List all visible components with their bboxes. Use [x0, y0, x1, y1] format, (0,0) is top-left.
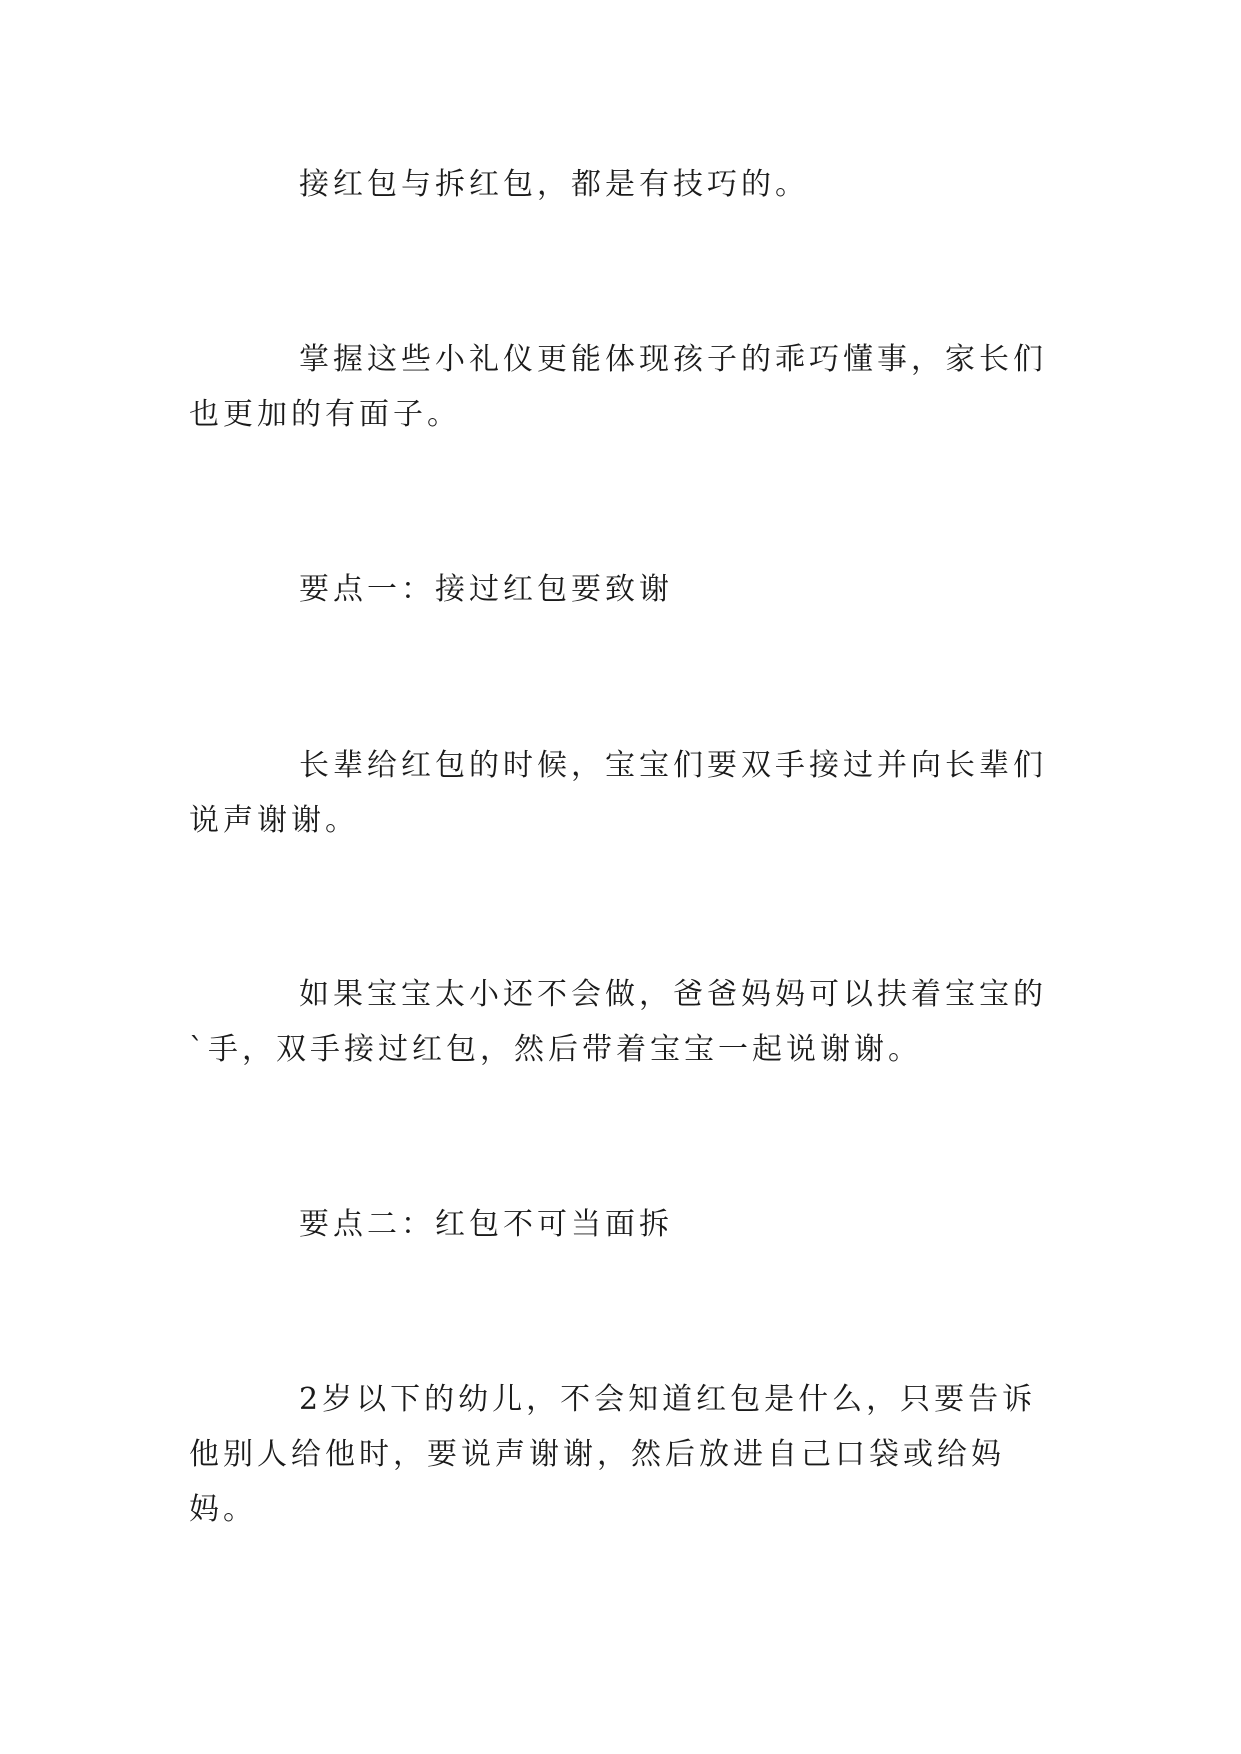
- point-one-paragraph: 长辈给红包的时候，宝宝们要双手接过并向长辈们说声谢谢。: [189, 748, 1047, 838]
- point-two-paragraph: 2岁以下的幼儿，不会知道红包是什么，只要告诉他别人给他时，要说声谢谢，然后放进自己口袋或给妈妈。: [189, 1382, 1037, 1527]
- intro-paragraph: 接红包与拆红包，都是有技巧的。: [299, 167, 809, 202]
- etiquette-paragraph: 掌握这些小礼仪更能体现孩子的乖巧懂事，家长们也更加的有面子。: [189, 342, 1047, 432]
- point-one-detail-paragraph: 如果宝宝太小还不会做，爸爸妈妈可以扶着宝宝的`手，双手接过红包，然后带着宝宝一起说谢谢。: [189, 977, 1047, 1067]
- point-two-heading: 要点二：红包不可当面拆: [299, 1207, 673, 1242]
- point-one-heading: 要点一：接过红包要致谢: [299, 572, 673, 607]
